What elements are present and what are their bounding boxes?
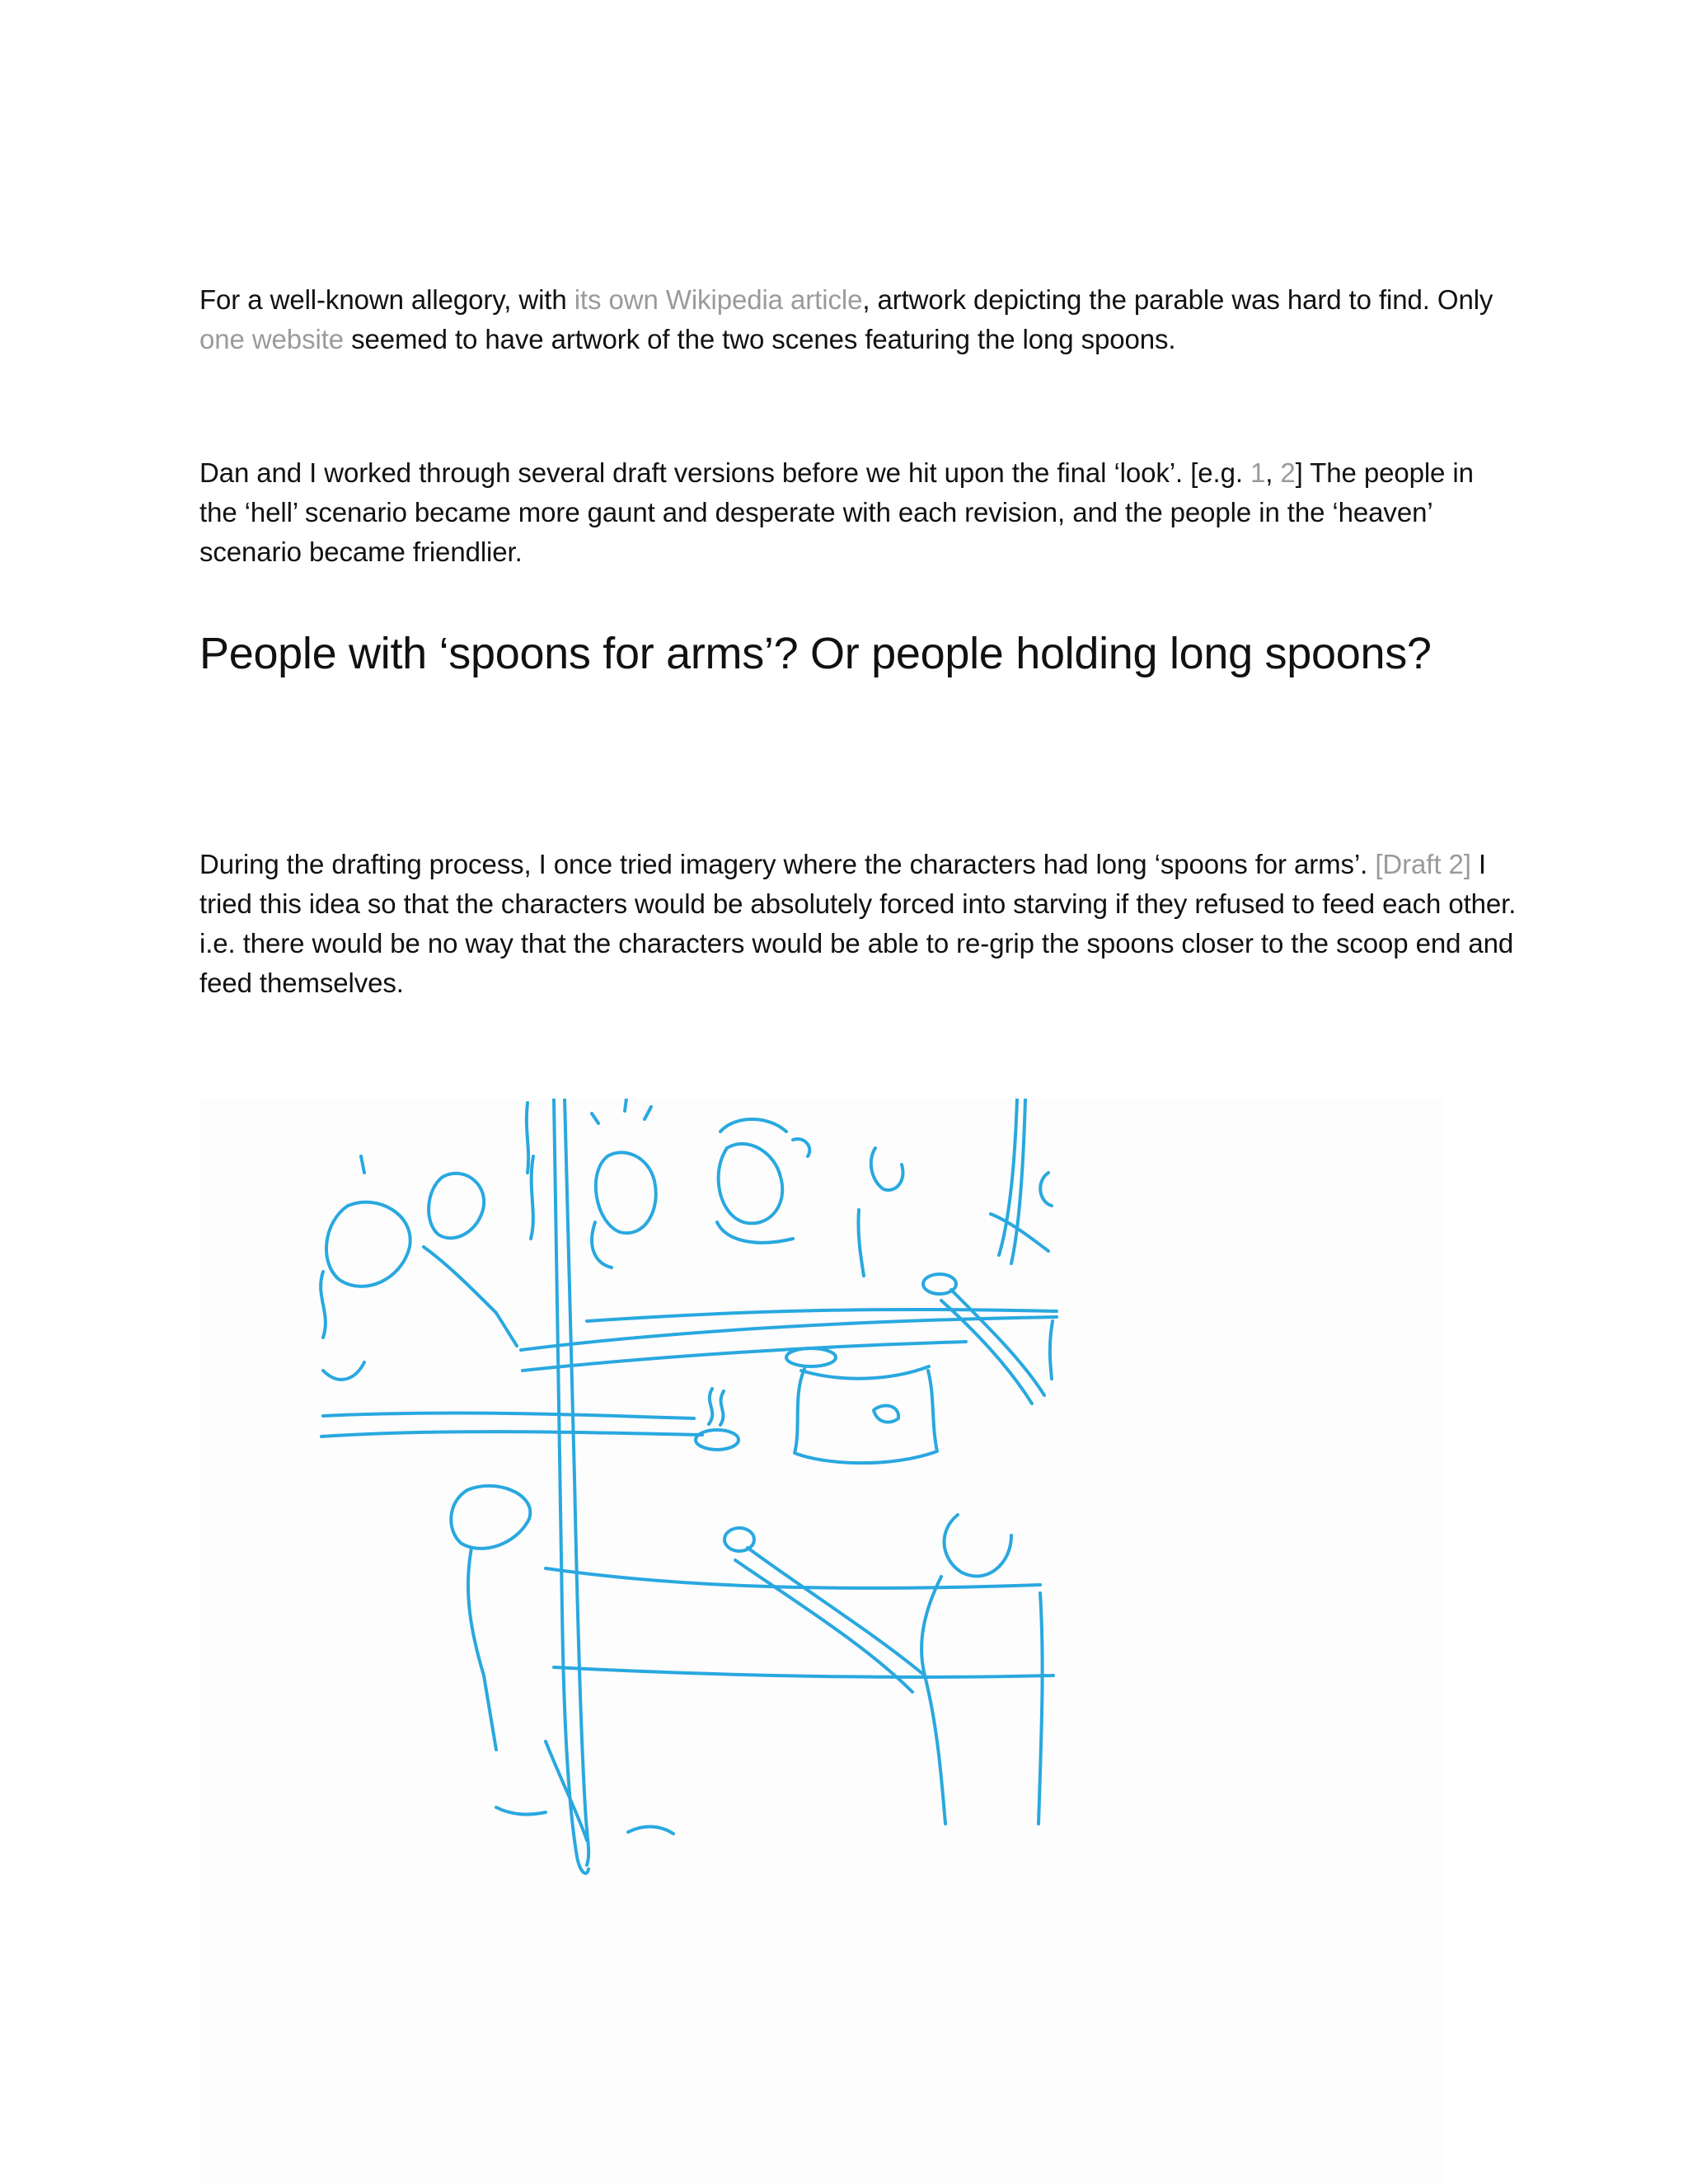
text-run: For a well-known allegory, with [199,284,574,315]
text-run: , artwork depicting the parable was hard to find. Only [862,284,1493,315]
section-heading: People with ‘spoons for arms’? Or people holding long spoons? [199,629,1432,678]
text-run: seemed to have artwork of the two scenes featuring the long spoons. [344,324,1176,354]
draft-1-link[interactable]: 1 [1250,457,1266,488]
drafts-paragraph [199,453,1518,572]
spoons-for-arms-paragraph [199,845,1518,1003]
text-run: I tried this idea so that the characters would be absolutely forced into starving if they refused to feed each other. i.e. there would be no way that the characters would be able to re-grip the spoons closer to the scoop end and feed themselves. [199,849,1517,998]
text-run: , [1265,457,1281,488]
draft-2-bracket-link[interactable]: [Draft 2] [1375,849,1471,879]
draft-sketch-illustration [199,1099,1444,2184]
wikipedia-article-link[interactable]: its own Wikipedia article [574,284,863,315]
text-run: ] The people in the ‘hell’ scenario became more gaunt and desperate with each revision, and the people in the ‘heaven’ scenario became friendlier. [199,457,1474,567]
text-run: Dan and I worked through several draft versions before we hit upon the final ‘look’. [e.g. [199,457,1250,488]
text-run: During the drafting process, I once tried imagery where the characters had long ‘spoons for arms’. [199,849,1376,879]
one-website-link[interactable]: one website [199,324,345,354]
draft-2-link[interactable]: 2 [1280,457,1296,488]
sketch-drawing [199,1099,1444,2184]
intro-paragraph [199,280,1518,359]
